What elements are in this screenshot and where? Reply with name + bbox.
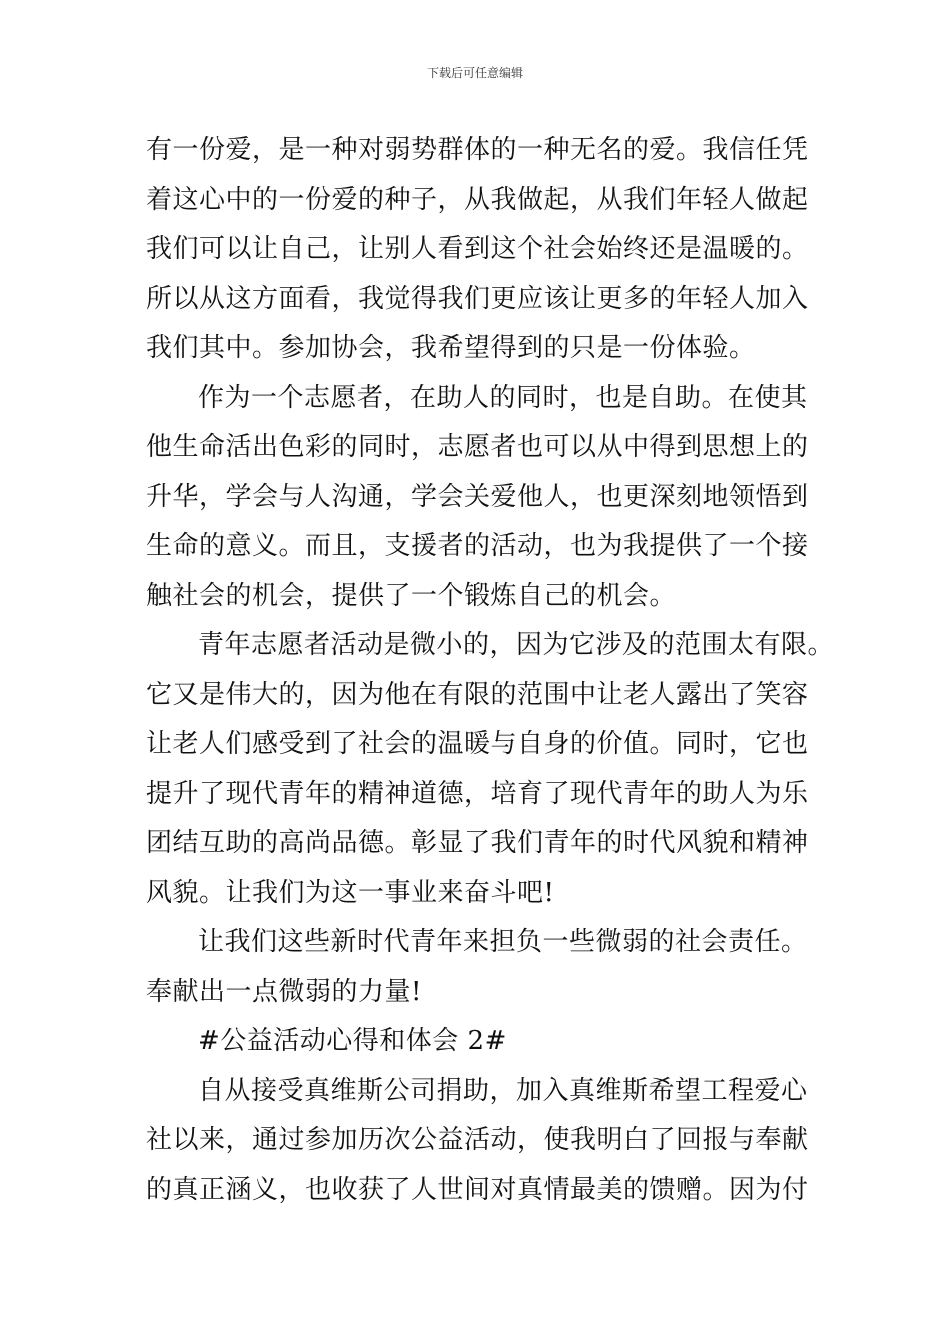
text-line: 生命的意义。而且，支援者的活动，也为我提供了一个接: [146, 531, 809, 561]
text-line: 我们可以让自己，让别人看到这个社会始终还是温暖的。: [146, 234, 809, 264]
text-line: 社以来，通过参加历次公益活动，使我明白了回报与奉献: [146, 1125, 809, 1155]
text-line: 他生命活出色彩的同时，志愿者也可以从中得到思想上的: [146, 432, 809, 462]
document-body: [146, 126, 835, 1215]
text-line: 团结互助的高尚品德。彰显了我们青年的时代风貌和精神: [146, 828, 809, 858]
text-line: 我们其中。参加协会，我希望得到的只是一份体验。: [146, 333, 756, 363]
text-line: 青年志愿者活动是微小的，因为它涉及的范围太有限。: [198, 630, 835, 660]
page-header-note: 下载后可任意编辑: [426, 66, 523, 80]
text-line: 的真正涵义，也收获了人世间对真情最美的馈赠。因为付: [146, 1174, 809, 1205]
text-line: 升华，学会与人沟通，学会关爱他人，也更深刻地领悟到: [146, 481, 809, 512]
text-line: 提升了现代青年的精神道德，培育了现代青年的助人为乐: [146, 778, 809, 809]
text-line: 着这心中的一份爱的种子，从我做起，从我们年轻人做起: [146, 184, 809, 215]
text-line: 触社会的机会，提供了一个锻炼自己的机会。: [146, 580, 677, 611]
text-line: 所以从这方面看，我觉得我们更应该让更多的年轻人加入: [146, 283, 809, 314]
section-heading: #公益活动心得和体会 2#: [198, 1026, 507, 1056]
text-line: 作为一个志愿者，在助人的同时，也是自助。在使其: [198, 382, 808, 413]
text-line: 它又是伟大的，因为他在有限的范围中让老人露出了笑容: [146, 679, 809, 710]
text-line: 自从接受真维斯公司捐助，加入真维斯希望工程爱心: [198, 1075, 808, 1106]
text-line: 让老人们感受到了社会的温暖与自身的价值。同时，它也: [146, 729, 809, 759]
text-line: 让我们这些新时代青年来担负一些微弱的社会责任。: [198, 927, 808, 957]
text-line: 有一份爱，是一种对弱势群体的一种无名的爱。我信任凭: [146, 135, 809, 165]
text-line: 风貌。让我们为这一事业来奋斗吧!: [146, 877, 555, 908]
text-line: 奉献出一点微弱的力量!: [146, 976, 422, 1007]
